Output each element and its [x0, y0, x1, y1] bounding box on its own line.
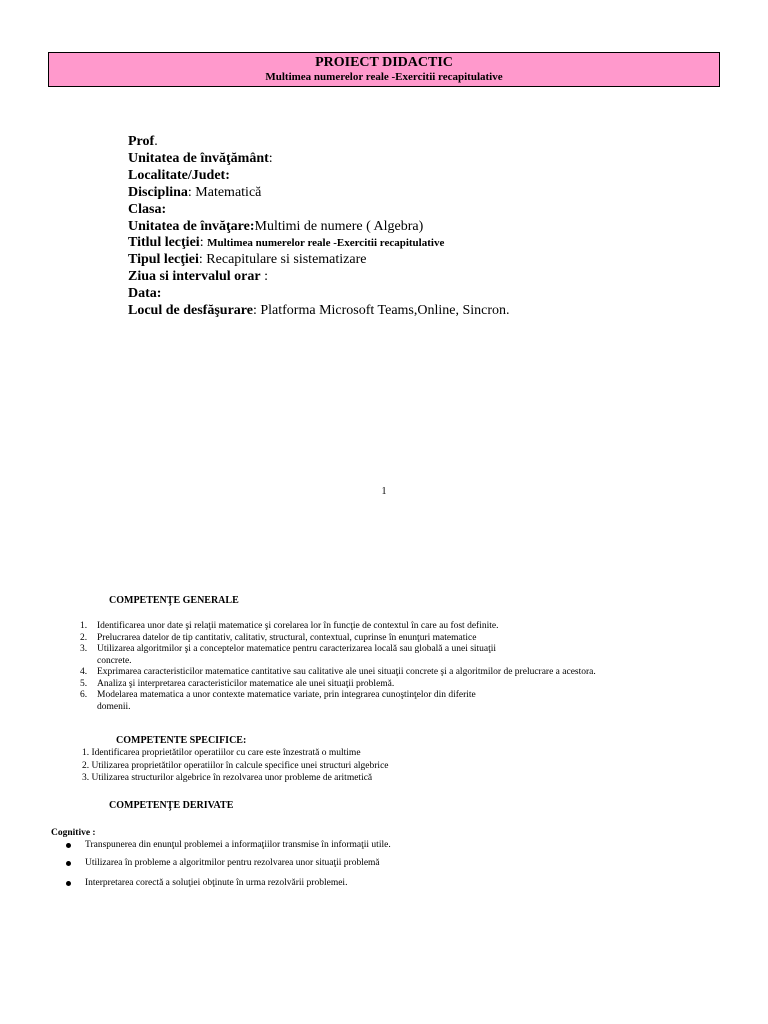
info-clasa: Clasa:	[128, 201, 167, 217]
info-prof: Prof.	[128, 134, 158, 149]
list-item-continuation: domenii.	[97, 701, 131, 712]
info-titlul: Titlul lecţiei: Multimea numerelor reale -Exercitii recapitulative	[128, 235, 445, 251]
competente-specifice-list	[82, 747, 389, 785]
page-number: 1	[381, 486, 387, 497]
info-tipul: Tipul lecţiei: Recapitulare si sistematizare	[128, 252, 367, 268]
list-item: 2. Prelucrarea datelor de tip cantitativ, calitativ, structural, contextual, cuprinse în enunţuri matematice	[80, 632, 477, 643]
info-unitate-invatare: Unitatea de învăţare:Multimi de numere ( Algebra)	[128, 218, 424, 234]
bullet-icon	[66, 861, 71, 866]
info-data: Data:	[128, 286, 162, 302]
document-title: PROIECT DIDACTIC	[315, 55, 453, 70]
title-box	[48, 52, 720, 87]
info-disciplina: Disciplina: Matematică	[128, 184, 262, 200]
bullet-icon	[66, 843, 71, 848]
competente-generale-list	[80, 621, 596, 713]
info-ziua: Ziua si intervalul orar :	[128, 269, 269, 285]
list-item: 1. Identificarea unor date şi relaţii matematice şi corelarea lor în funcţie de contextul în care au fost definite.	[80, 621, 499, 631]
info-locul: Locul de desfăşurare: Platforma Microsoft Teams,Online, Sincron.	[128, 303, 510, 319]
heading-competente-specifice: COMPETENTE SPECIFICE:	[116, 735, 247, 746]
bullet-item: Interpretarea corectă a soluţiei obţinute în urma rezolvării problemei.	[66, 878, 347, 888]
bullet-item: Utilizarea în probleme a algoritmilor pentru rezolvarea unor situaţii problemă	[66, 858, 380, 868]
list-item: 1. Identificarea proprietătilor operatiilor cu care este înzestrată o multime	[82, 748, 361, 758]
info-unitate-invatamant: Unitatea de învăţământ:	[128, 150, 273, 166]
list-item: 2. Utilizarea proprietătilor operatiilor în calcule specifice unei structuri algebrice	[82, 760, 389, 771]
cognitive-label: Cognitive :	[51, 828, 96, 838]
document-subtitle: Multimea numerelor reale -Exercitii recapitulative	[265, 71, 503, 83]
lesson-info	[128, 134, 510, 320]
heading-competente-derivate: COMPETENŢE DERIVATE	[109, 800, 234, 811]
bullet-icon	[66, 881, 71, 886]
heading-competente-generale: COMPETENŢE GENERALE	[109, 595, 239, 606]
list-item: 3. Utilizarea structurilor algebrice în rezolvarea unor probleme de aritmetică	[82, 773, 373, 783]
list-item-continuation: concrete.	[97, 655, 132, 666]
list-item: 3. Utilizarea algoritmilor şi a conceptelor matematice pentru caracterizarea locală sau globală a unei situaţii	[80, 644, 497, 654]
list-item: 5. Analiza şi interpretarea caracteristicilor matematice ale unei situaţii problemă.	[80, 678, 395, 689]
bullet-item: Transpunerea din enunţul problemei a informaţiilor transmise în informaţii utile.	[66, 840, 391, 850]
list-item: 6. Modelarea matematica a unor contexte matematice variate, prin integrarea cunoştinţelor din diferite	[80, 690, 476, 700]
list-item: 4. Exprimarea caracteristicilor matematice cantitative sau calitative ale unei situaţii concrete şi a algoritmilor de prelucrare a acestora.	[80, 667, 596, 677]
info-localitate: Localitate/Judet:	[128, 167, 230, 183]
